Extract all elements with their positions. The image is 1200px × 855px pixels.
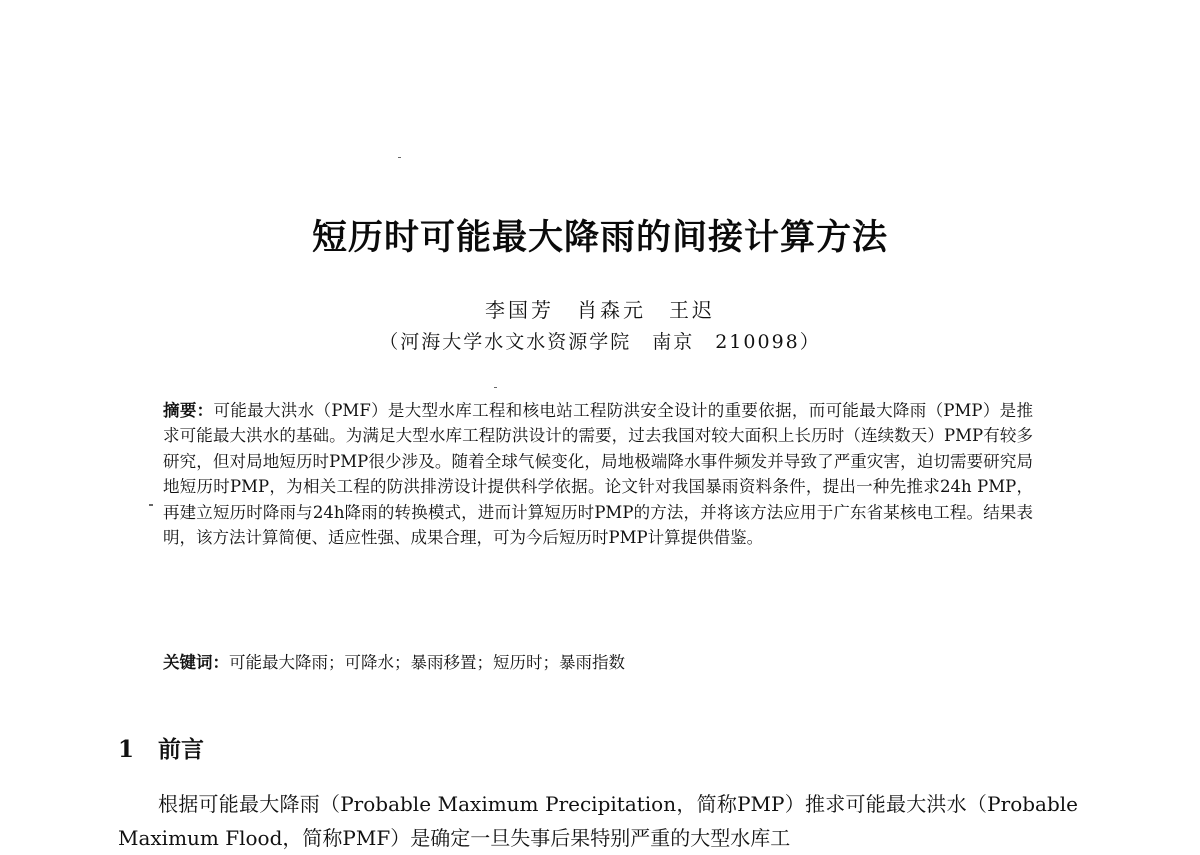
affiliation: （河海大学水文水资源学院 南京 210098） [379, 331, 821, 353]
keywords [163, 651, 1033, 675]
section-number: 1 [118, 736, 135, 763]
section-title: 前言 [158, 736, 204, 763]
abstract [163, 398, 1033, 550]
section-heading [118, 731, 204, 764]
abstract-text: 可能最大洪水（PMF）是大型水库工程和核电站工程防洪安全设计的重要依据，而可能最大降雨（PMP）是推求可能最大洪水的基础。为满足大型水库工程防洪设计的需要，过去我国对较大面积上长历时（连续数天）PMP有较多研究，但对局地短历时PMP很少涉及。随着全球气候变化，局地极端降水事件频发并导致了严重灾害，迫切需要研究局地短历时PMP，为相关工程的防洪排涝设计提供科学依据。论文针对我国暴雨资料条件，提出一种先推求24h PMP，再建立短历时降雨与24h降雨的转换模式，进而计算短历时PMP的方法，并将该方法应用于广东省某核电工程。结果表明，该方法计算简便、适应性强、成果合理，可为今后短历时PMP计算提供借鉴。 [163, 401, 1034, 548]
keywords-text: 可能最大降雨；可降水；暴雨移置；短历时；暴雨指数 [229, 653, 625, 672]
body-paragraph: 根据可能最大降雨（Probable Maximum Precipitation，简称PMP）推求可能最大洪水（Probable Maximum Flood，简称PMF）是确定一旦失事后果特别严重的大型水库工 [118, 792, 1078, 850]
keywords-label: 关键词： [163, 653, 229, 672]
abstract-label: 摘要： [163, 401, 214, 420]
paper-title: 短历时可能最大降雨的间接计算方法 [311, 218, 888, 258]
scan-speck [494, 387, 497, 388]
authors: 李国芳 肖森元 王迟 [485, 298, 715, 322]
scan-speck [398, 157, 401, 158]
scan-speck [149, 504, 153, 506]
